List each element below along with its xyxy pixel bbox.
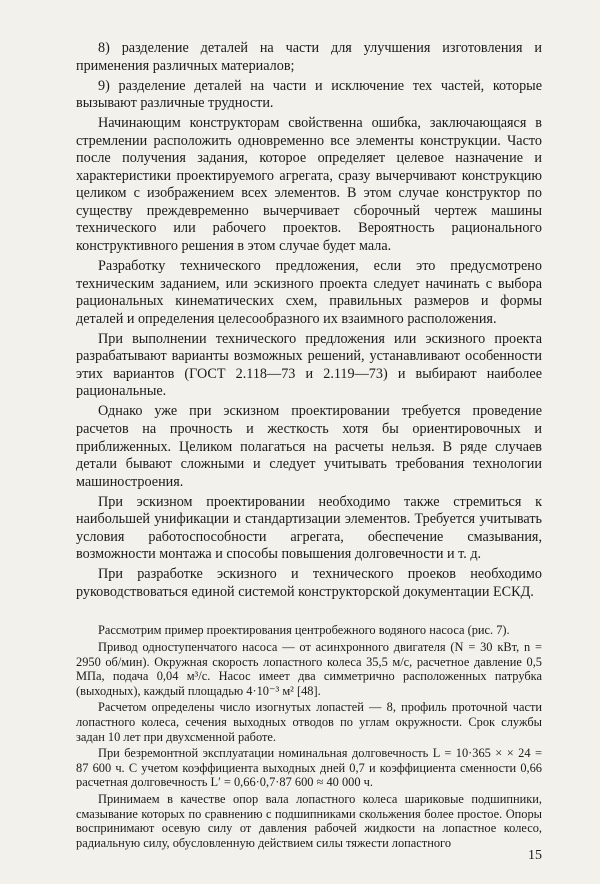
paragraph: Разработку технического предложения, если это предусмотрено техническим заданием, или эскизного проекта следует начинать с выбора рациональных кинематических схем, правильных размеров и формы деталей и определения целесообразного их взаимного расположения. <box>76 258 542 327</box>
paragraph: 9) разделение деталей на части и исключение тех частей, которые вызывают различные трудности. <box>76 77 542 112</box>
small-paragraph: При безремонтной эксплуатации номинальная долговечность L = 10·365 × × 24 = 87 600 ч. С учетом коэффициента выходных дней 0,7 и коэффициента сменности 0,66 расчетная долговечность L′ = 0,66·0,7·87 600 ≈ 40 000 ч. <box>76 746 542 790</box>
small-paragraph: Расчетом определены число изогнутых лопастей — 8, профиль проточной части лопастного колеса, сечения выходных отводов по углам окружности. Срок службы задан 10 лет при двухсменной работе. <box>76 700 542 744</box>
small-paragraph: Привод одноступенчатого насоса — от асинхронного двигателя (N = 30 кВт, n = 2950 об/мин). Окружная скорость лопастного колеса 35,5 м/с, расчетное давление 0,5 МПа, подача 0,04 м³/с. Насос имеет два симметрично расположенных патрубка (выходных), каждый площадью 4·10⁻³ м² [48]. <box>76 640 542 698</box>
body-text <box>76 40 542 852</box>
page-number: 15 <box>528 848 542 863</box>
paragraph: При разработке эскизного и технического проеков необходимо руководствоваться единой системой конструкторской документации ЕСКД. <box>76 566 542 600</box>
paragraph: Однако уже при эскизном проектировании требуется проведение расчетов на прочность и жесткость хотя бы ориентировочных и приближенных. Целиком полагаться на расчеты нельзя. В ряде случаев детали бывают сложными и следует учитывать требования технологии машиностроения. <box>76 403 542 490</box>
paragraph: При эскизном проектировании необходимо также стремиться к наибольшей унификации и стандартизации элементов. Требуется учитывать условия работоспособности агрегата, обеспечение смазывания, возможности монтажа и способы повышения долговечности и т. д. <box>76 493 542 563</box>
paragraph: 8) разделение деталей на части для улучшения изготовления и применения различных материалов; <box>76 40 542 74</box>
paragraph: Начинающим конструкторам свойственна ошибка, заключающаяся в стремлении расположить одновременно все элементы конструкции. Часто после получения задания, которое определяет целевое назначение и характеристики проектируемого агрегата, сразу вычерчивают конструкцию целиком с изображением всех элементов. В этом случае конструктор по существу преждевременно вычерчивает сборочный чертеж машины технического или рабочего проектов. Вероятность рационального конструктивного решения в этом случае будет мала. <box>76 115 542 255</box>
paragraph: При выполнении технического предложения или эскизного проекта разрабатывают варианты возможных решений, устанавливают особенности этих вариантов (ГОСТ 2.118—73 и 2.119—73) и выбирают наиболее рациональные. <box>76 330 542 400</box>
example-block <box>76 623 542 850</box>
small-paragraph: Рассмотрим пример проектирования центробежного водяного насоса (рис. 7). <box>98 623 510 638</box>
small-paragraph: Принимаем в качестве опор вала лопастного колеса шариковые подшипники, смазывание которых по сравнению с подшипниками скольжения более простое. Опоры воспринимают осевую силу от давления рабочей жидкости на лопастное колесо, радиальную силу, обусловленную действием силы тяжести лопастного <box>76 791 542 850</box>
